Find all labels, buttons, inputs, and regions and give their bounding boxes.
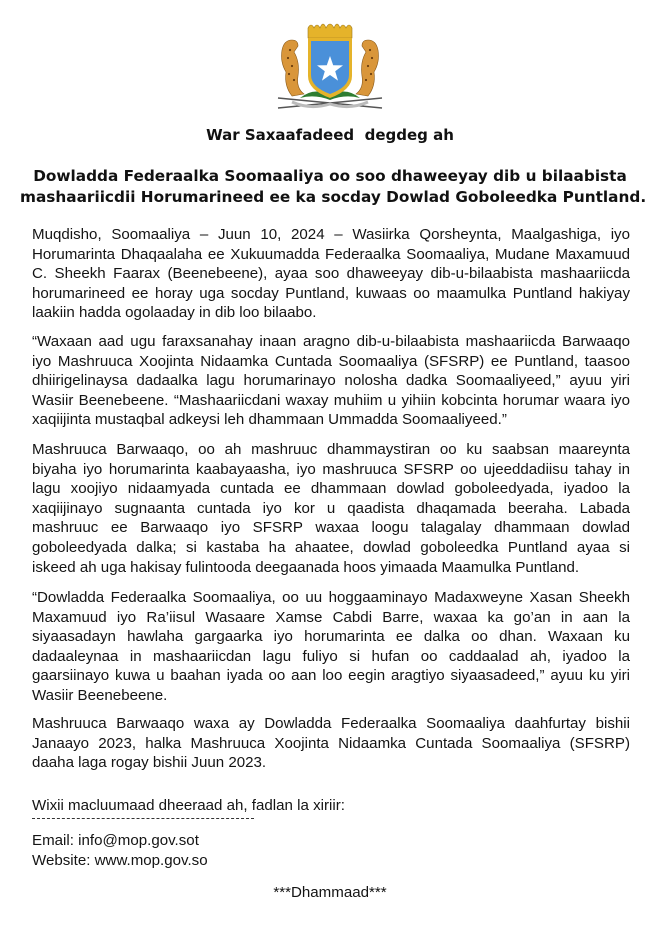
headline-line: mashaariicdii Horumarineed ee ka socday Dowlad Goboleedka Puntland.	[20, 188, 647, 206]
text-line: siyaasadayn hawlaha gargaarka iyo horumarinta ee dalka oo dhan. Waxaan ku	[32, 628, 630, 646]
text-line: dhiirigelinaysa dadaalka lagu horumarinayo nolosha dadka Soomaaliyeed,” ayuu yiri	[32, 372, 630, 390]
text-line: Janaayo 2023, halka Mashruuca Xoojinta Nidaamka Cuntada Soomaaliya (SFSRP)	[32, 734, 630, 752]
text-line: biyaha iyo horumarinta kaabayaasha, iyo mashruuca SFSRP oo ujeeddadiisu tahay in	[32, 460, 630, 478]
text-line: xaqiijinta mustaqbal adkeysi leh dhammaan Ummadda Soomaaliyeed.”	[32, 411, 507, 429]
text-line: goboleedyada dalka; si kastaba ha ahaatee, dowlad goboleedka Puntland ayaa si	[32, 538, 630, 556]
text-line: horumarineed ee horay uga socday Puntland, kuwaas oo maamulka Puntland hakiyay	[32, 284, 630, 302]
text-line: Wasiir Beenebeene.	[32, 686, 168, 704]
text-line: lagu xoojiyo nidaamyada cuntada ee dhammaan dowlad goboleedyada, iyadoo la	[32, 480, 630, 498]
closing-marker: ***Dhammaad***	[273, 884, 387, 901]
paragraph-projects	[32, 440, 630, 577]
text-line: Mashruuca Barwaaqo waxa ay Dowladda Federaalka Soomaaliya daahfurtay bishii	[32, 715, 630, 732]
paragraph-intro	[32, 225, 630, 323]
text-line: laakiin hadda ogolaaday in dib loo bilaabo.	[32, 304, 317, 322]
text-line: mashruuc ee Barwaaqo iyo SFSRP waxaa loogu talagalay dhammaan dowlad	[32, 519, 630, 537]
text-line: “Waxaan aad ugu faraxsanahay inaan aragno dib-u-bilaabista mashaariicda Barwaaqo	[32, 333, 630, 350]
text-line: “Dowladda Federaalka Soomaaliya, oo uu hoggaaminayo Madaxweyne Xasan Sheekh	[32, 589, 630, 606]
text-line: Muqdisho, Soomaaliya – Juun 10, 2024 – Wasiirka Qorsheynta, Maalgashiga, iyo	[32, 226, 630, 243]
coat-of-arms-icon	[270, 10, 390, 110]
dashed-divider	[32, 818, 254, 819]
text-line: iyo Mashruuca Xoojinta Nidaamka Cuntada Soomaaliya (SFSRP) ee Puntland, taasoo	[32, 352, 630, 370]
headline-line: Dowladda Federaalka Soomaaliya oo soo dhaweeyay dib u bilaabista	[33, 167, 627, 185]
text-line: C. Sheekh Faarax (Beenebeene), ayaa soo dhaweeyay dib-u-bilaabista mashaariicda	[32, 265, 630, 283]
text-line: xaqiijinayo sugnaanta cuntada iyo kor u qaadista dhaqamada beeraha. Labada	[32, 499, 630, 517]
text-line: dadaaleynaa in mashaariicdan lagu fuliyo si hufan oo caddaalad ah, iyadoo la	[32, 647, 630, 665]
headline	[20, 166, 647, 208]
text-line: Wasiir Beenebeene. “Mashaariicdani waxay muhiim u yihiin kobcinta horumar waara iyo	[32, 391, 630, 409]
contact-website[interactable]: Website: www.mop.gov.so	[32, 852, 208, 869]
text-line: iskeed ah uga hakisay fulintooda deegaanada hoos yimaada Maamulka Puntland.	[32, 558, 580, 576]
press-release-label: War Saxaafadeed degdeg ah	[206, 126, 454, 144]
text-line: Maxamuud iyo Ra’iisul Wasaare Xamse Cabdi Barre, waxaa ka go’an in aan la	[32, 608, 630, 626]
paragraph-minister-quote	[32, 332, 630, 430]
paragraph-government-quote	[32, 588, 630, 706]
text-line: Mashruuca Barwaaqo, oo ah mashruuc dhammaystiran oo ku saabsan maareynta	[32, 441, 630, 458]
text-line: daaha laga rogay bishii Juun 2023.	[32, 754, 267, 772]
contact-intro: Wixii macluumaad dheeraad ah, fadlan la xiriir:	[32, 797, 345, 814]
contact-email[interactable]: Email: info@mop.gov.sot	[32, 832, 199, 849]
text-line: gaarsiinayo kuwa u baahan iyada oo aan loo eegin aragtiyo siyaasadeed,” ayuu ku yiri	[32, 667, 630, 685]
paragraph-launch-dates	[32, 714, 630, 773]
text-line: Horumarinta Dhaqaalaha ee Xukuumadda Federaalka Soomaaliya, Mudane Maxamuud	[32, 245, 630, 263]
